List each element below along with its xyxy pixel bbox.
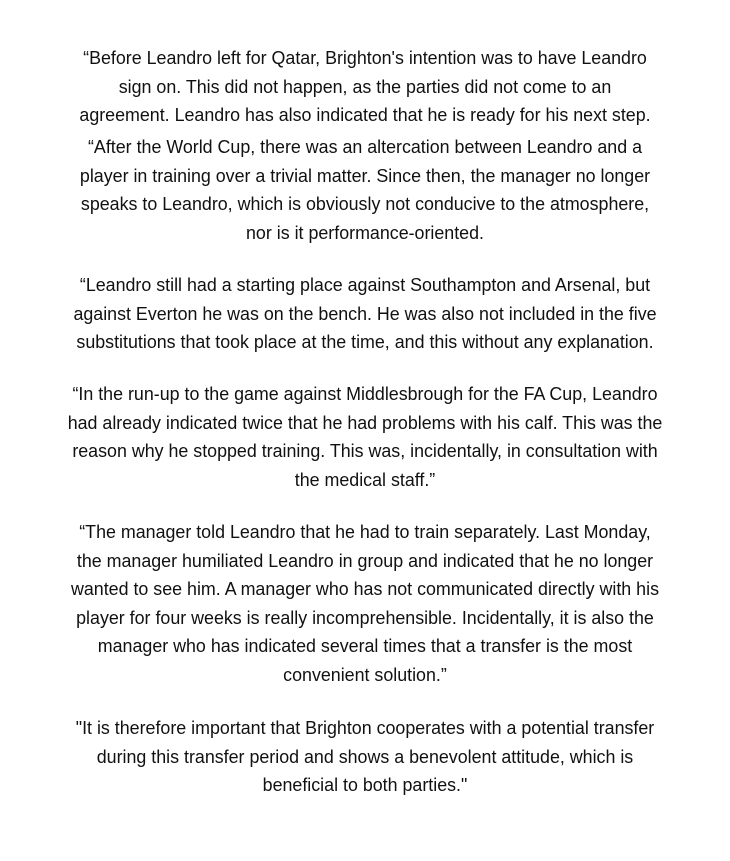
text-line: “In the run-up to the game against Middlesbrough for the FA Cup, Leandro: [72, 384, 658, 404]
text-line: during this transfer period and shows a benevolent attitude, which is: [96, 746, 634, 767]
text-line: convenient solution.”: [283, 664, 447, 685]
paragraph-transfer-request: [0, 714, 730, 800]
text-line: beneficial to both parties.": [262, 775, 468, 796]
text-line: sign on. This did not happen, as the parties did not come to an: [118, 76, 612, 97]
text-line: “Before Leandro left for Qatar, Brighton's intention was to have Leandro: [83, 48, 647, 68]
text-line: “Leandro still had a starting place against Southampton and Arsenal, but: [79, 275, 651, 295]
text-line: “The manager told Leandro that he had to train separately. Last Monday,: [79, 522, 651, 542]
paragraph-altercation: [0, 133, 730, 247]
text-line: had already indicated twice that he had problems with his calf. This was the: [67, 412, 663, 433]
text-line: the medical staff.”: [294, 469, 436, 490]
paragraph-starting-place: [0, 271, 730, 357]
text-line: the manager humiliated Leandro in group and indicated that he no longer: [76, 550, 654, 571]
text-line: nor is it performance-oriented.: [246, 222, 484, 243]
text-line: player in training over a trivial matter. Since then, the manager no longer: [79, 165, 651, 186]
text-line: "It is therefore important that Brighton cooperates with a potential transfer: [75, 718, 655, 738]
text-line: wanted to see him. A manager who has not communicated directly with his: [70, 579, 660, 600]
text-line: against Everton he was on the bench. He was also not included in the five: [73, 303, 657, 324]
text-line: speaks to Leandro, which is obviously not conducive to the atmosphere,: [80, 194, 650, 215]
paragraph-train-separately: [0, 518, 730, 690]
text-line: agreement. Leandro has also indicated that he is ready for his next step.: [79, 105, 651, 126]
text-line: player for four weeks is really incomprehensible. Incidentally, it is also the: [76, 607, 654, 628]
paragraph-calf-problem: [0, 380, 730, 494]
text-line: reason why he stopped training. This was, incidentally, in consultation with: [72, 441, 658, 462]
text-line: manager who has indicated several times that a transfer is the most: [97, 636, 633, 657]
paragraph-qatar-contract: [0, 44, 730, 130]
text-line: substitutions that took place at the time, and this without any explanation.: [76, 332, 654, 353]
text-line: “After the World Cup, there was an altercation between Leandro and a: [87, 137, 642, 157]
